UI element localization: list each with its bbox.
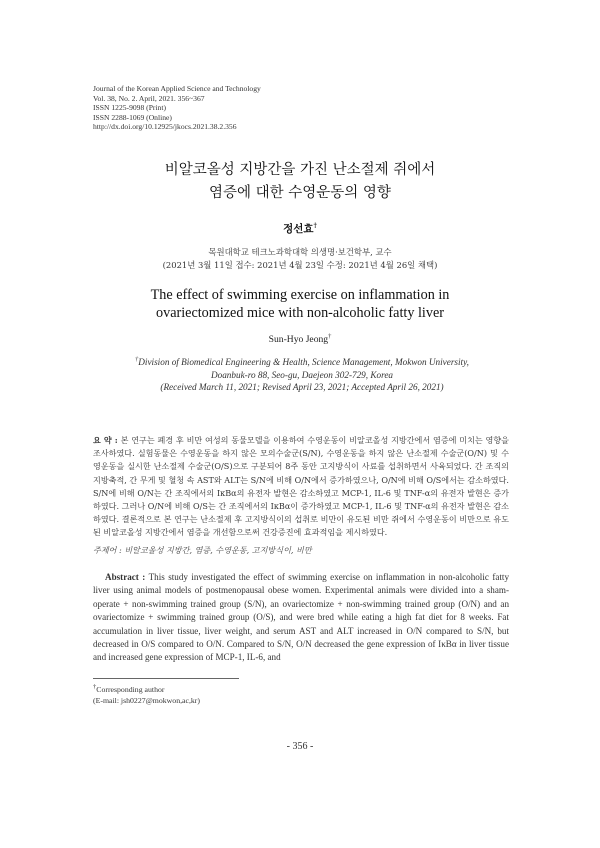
english-abstract-text: This study investigated the effect of swimming exercise on inflammation in non-alcoholic fatty liver using animal models of postmenopausal obese women. Experimental animals were divided into a sham-operate + non-swimming trained group (S/N), an ovariectomize + non-swimming trained group (O/N) and an ovariectomize + swimming trained group (O/S), and were bred while eating a high fat diet for 8 weeks. Fat accumulation in liver tissue, liver weight, and serum AST and ALT increased in O/N compared to S/N, but decreased in O/S compared to O/N. Compared to S/N, O/N decreased the gene expression of IκBα in liver tissue and increased gene expression of MCP-1, IL-6, and [93, 572, 509, 663]
english-title [0, 286, 600, 322]
corresponding-mark: † [328, 332, 332, 340]
english-author [0, 334, 600, 345]
korean-affiliation [0, 246, 600, 272]
issn-online: ISSN 2288-1069 (Online) [93, 112, 172, 122]
footnote-divider [93, 678, 239, 679]
korean-title-line1: 비알코올성 지방간을 가진 난소절제 쥐에서 [164, 162, 436, 178]
korean-keywords: 주제어 : 비알코올성 지방간, 염증, 수영운동, 고지방식이, 비만 [93, 545, 312, 555]
korean-title-line2: 염증에 대한 수영운동의 영향 [209, 185, 391, 201]
korean-dates: (2021년 3월 11일 접수: 2021년 4월 23일 수정: 2021년 4월 26일 채택) [162, 260, 438, 270]
english-abstract [93, 571, 509, 665]
corresponding-author-label: Corresponding author [96, 685, 165, 694]
journal-info [93, 84, 261, 132]
journal-name: Journal of the Korean Applied Science and Technology [93, 84, 261, 93]
issn-print: ISSN 1225-9098 (Print) [93, 103, 166, 113]
korean-affiliation-text: 목원대학교 테크노과학대학 의생명·보건학부, 교수 [208, 247, 392, 257]
english-affiliation-line1: Division of Biomedical Engineering & Health, Science Management, Mokwon University, [138, 357, 469, 367]
doi-link[interactable]: http://dx.doi.org/10.12925/jkocs.2021.38.2.356 [93, 122, 237, 132]
korean-author-name: 정선효 [283, 223, 314, 235]
english-title-line1: The effect of swimming exercise on inflammation in [150, 287, 450, 303]
korean-abstract-label: 요 약 : [93, 435, 118, 445]
korean-title [0, 159, 600, 205]
english-affiliation-line2: Doanbuk-ro 88, Seo-gu, Daejeon 302-729, Korea [210, 369, 394, 380]
english-affiliation [92, 356, 512, 394]
korean-author [0, 221, 600, 236]
english-abstract-label: Abstract : [105, 572, 146, 582]
journal-volume: Vol. 38, No. 2. April, 2021. 356~367 [93, 93, 205, 103]
footnote-mark: † [93, 683, 97, 691]
english-author-name: Sun-Hyo Jeong [268, 334, 329, 345]
affiliation-mark: † [135, 355, 139, 363]
corresponding-mark: † [313, 221, 317, 230]
korean-abstract [93, 434, 509, 540]
footnote [93, 684, 200, 706]
english-dates: (Received March 11, 2021; Revised April 23, 2021; Accepted April 26, 2021) [160, 382, 444, 392]
korean-abstract-text: 본 연구는 폐경 후 비만 여성의 동물모델을 이용하여 수영운동이 비알코올성 지방간에서 염증에 미치는 영향을 조사하였다. 실험동물은 수영운동을 하지 않은 모의수술군(S/N), 수영운동을 하지 않은 난소절제 수술군(O/N) 및 수영운동을 실시한 난소절제 수술군(O/S)으로 구분되어 8주 동안 고지방식이 사료를 섭취하면서 사육되었다. 간 조직의 지방축적, 간 무게 및 혈청 속 AST와 ALT는 S/N에 비해 O/N에서 증가하였으나, O/N에 비해 O/S에서는 감소하였다. S/N에 비해 O/N는 간 조직에서의 IκBα의 유전자 발현은 감소하였고 MCP-1, IL-6 및 TNF-α의 유전자 발현은 증가하였다. 그러나 O/N에 비해 O/S는 간 조직에서의 IκBα이 증가하였고 MCP-1, IL-6 및 TNF-α의 유전자 발현은 감소하였다. 결론적으로 본 연구는 난소절제 후 고지방식이의 섭취로 비만이 유도된 비만 쥐에서 수영운동이 비만으로 유도된 비알코올성 지방간에서 염증을 개선함으로써 건강증진에 효과적임을 제시하였다. [93, 435, 509, 538]
english-title-line2: ovariectomized mice with non-alcoholic fatty liver [156, 305, 444, 321]
corresponding-email: (E-mail: jsh0227@mokwon,ac,kr) [93, 696, 201, 705]
page-number: - 356 - [286, 741, 314, 752]
